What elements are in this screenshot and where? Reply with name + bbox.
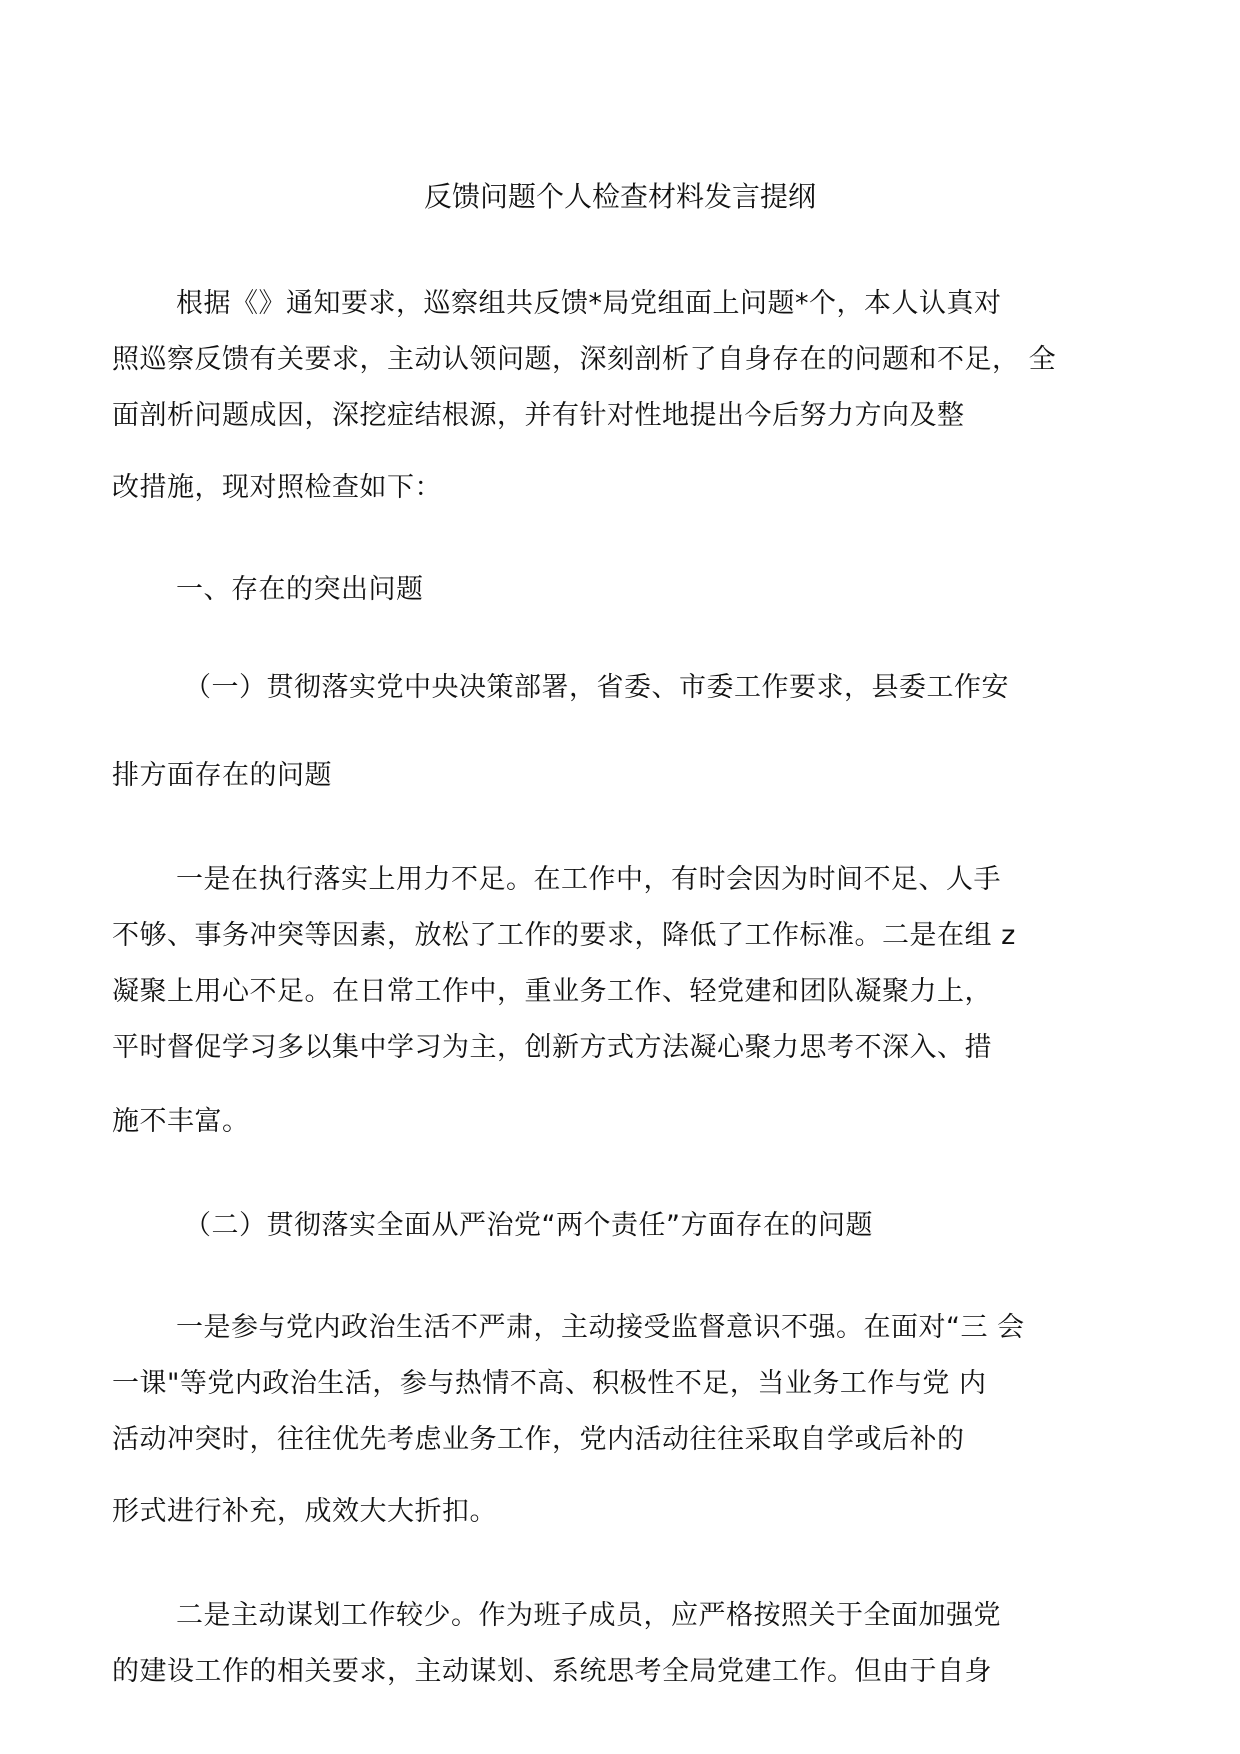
sub2-body-line-3: 活动冲突时，往往优先考虑业务工作，党内活动往往采取自学或后补的 — [112, 1424, 965, 1455]
subheading-1-line-1: （一）贯彻落实党中央决策部署，省委、市委工作要求，县委工作安 — [184, 672, 1009, 703]
sub2-body-line-4: 形式进行补充，成效大大折扣。 — [112, 1496, 497, 1527]
sub2-body-line-1: 一是参与党内政治生活不严肃，主动接受监督意识不强。在面对“三 会 — [176, 1312, 1025, 1343]
section-heading: 一、存在的突出问题 — [176, 574, 424, 605]
sub2-body2-line-1: 二是主动谋划工作较少。作为班子成员，应严格按照关于全面加强党 — [176, 1600, 1001, 1631]
intro-line-4: 改措施，现对照检查如下： — [112, 472, 442, 503]
sub2-body-line-2: 一课"等党内政治生活，参与热情不高、积极性不足，当业务工作与党 内 — [112, 1368, 987, 1399]
subheading-1-line-2: 排方面存在的问题 — [112, 760, 332, 791]
intro-line-2: 照巡察反馈有关要求，主动认领问题，深刻剖析了自身存在的问题和不足， 全 — [112, 344, 1057, 375]
sub1-body-line-2: 不够、事务冲突等因素，放松了工作的要求，降低了工作标准。二是在组 z — [112, 920, 1016, 951]
intro-line-3: 面剖析问题成因，深挖症结根源，并有针对性地提出今后努力方向及整 — [112, 400, 965, 431]
document-title: 反馈问题个人检查材料发言提纲 — [423, 180, 816, 213]
sub1-body-line-5: 施不丰富。 — [112, 1106, 250, 1137]
intro-line-1: 根据《》通知要求，巡察组共反馈*局党组面上问题*个，本人认真对 — [176, 288, 1002, 319]
sub2-body2-line-2: 的建设工作的相关要求，主动谋划、系统思考全局党建工作。但由于自身 — [112, 1656, 992, 1687]
subheading-2: （二）贯彻落实全面从严治党“两个责任”方面存在的问题 — [184, 1210, 873, 1241]
sub1-body-line-4: 平时督促学习多以集中学习为主，创新方式方法凝心聚力思考不深入、措 — [112, 1032, 992, 1063]
sub1-body-line-1: 一是在执行落实上用力不足。在工作中，有时会因为时间不足、人手 — [176, 864, 1001, 895]
sub1-body-line-3: 凝聚上用心不足。在日常工作中，重业务工作、轻党建和团队凝聚力上， — [112, 976, 992, 1007]
